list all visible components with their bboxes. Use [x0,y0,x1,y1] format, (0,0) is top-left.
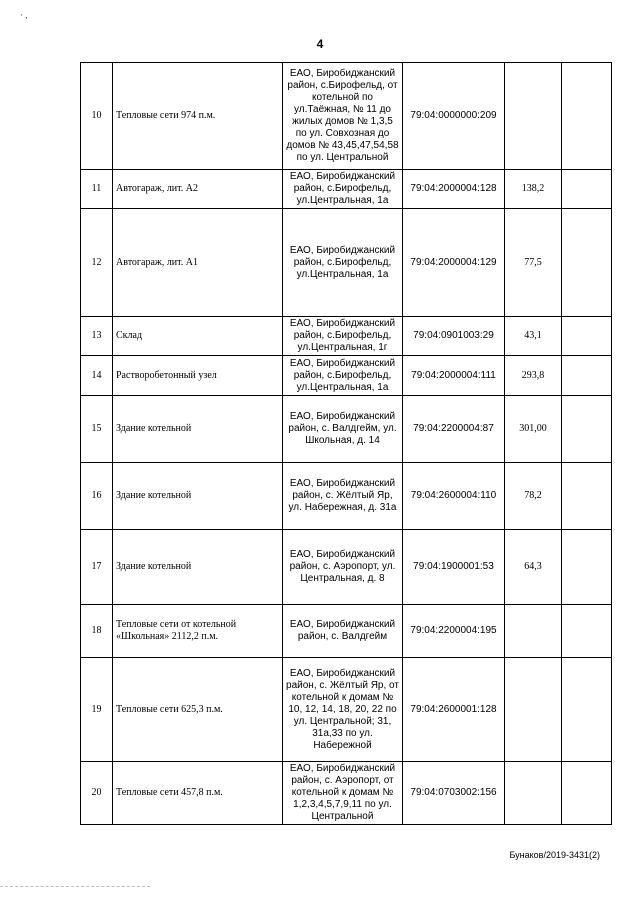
row-number: 18 [81,605,113,658]
object-address: ЕАО, Биробиджанский район, с. Жёлтый Яр, ул. Набережная, д. 31а [283,463,403,530]
object-address: ЕАО, Биробиджанский район, с. Валдгейм, ул. Школьная, д. 14 [283,396,403,463]
document-footer-code: Бунаков/2019-3431(2) [509,850,600,860]
row-number: 12 [81,209,113,317]
object-name: Здание котельной [113,463,283,530]
object-area [505,605,562,658]
property-table [80,62,612,825]
cadastral-number: 79:04:2000004:128 [403,170,505,209]
empty-cell [562,209,612,317]
object-name: Тепловые сети 457,8 п.м. [113,762,283,825]
object-area: 301,00 [505,396,562,463]
table-body [81,63,612,825]
object-area: 43,1 [505,317,562,356]
table-row [81,463,612,530]
object-address: ЕАО, Биробиджанский район, с. Аэропорт, ул. Центральная, д. 8 [283,530,403,605]
cadastral-number: 79:04:2000004:111 [403,356,505,396]
table-row [81,658,612,762]
empty-cell [562,530,612,605]
empty-cell [562,658,612,762]
table-row [81,605,612,658]
object-name: Тепловые сети 625,3 п.м. [113,658,283,762]
object-address: ЕАО, Биробиджанский район, с. Аэропорт, от котельной к домам № 1,2,3,4,5,7,9,11 по ул. Центральной [283,762,403,825]
cadastral-number: 79:04:2200004:195 [403,605,505,658]
empty-cell [562,170,612,209]
object-name: Растворобетонный узел [113,356,283,396]
object-area [505,63,562,170]
empty-cell [562,396,612,463]
object-name: Здание котельной [113,530,283,605]
table-row [81,63,612,170]
empty-cell [562,356,612,396]
cadastral-number: 79:04:0703002:156 [403,762,505,825]
cadastral-number: 79:04:0901003:29 [403,317,505,356]
object-name: Автогараж, лит. А2 [113,170,283,209]
object-name: Тепловые сети 974 п.м. [113,63,283,170]
row-number: 10 [81,63,113,170]
object-name: Автогараж, лит. А1 [113,209,283,317]
empty-cell [562,463,612,530]
object-address: ЕАО, Биробиджанский район, с. Валдгейм [283,605,403,658]
table-row [81,209,612,317]
object-area: 78,2 [505,463,562,530]
empty-cell [562,63,612,170]
cadastral-number: 79:04:2600001:128 [403,658,505,762]
cadastral-number: 79:04:1900001:53 [403,530,505,605]
row-number: 11 [81,170,113,209]
table-row [81,530,612,605]
table-row [81,317,612,356]
table-row [81,356,612,396]
table-row [81,762,612,825]
row-number: 13 [81,317,113,356]
object-address: ЕАО, Биробиджанский район, с.Бирофельд, от котельной по ул.Таёжная, № 11 до жилых домов № 1,3,5 по ул. Совхозная до домов № 43,45,47,54,58 по ул. Центральной [283,63,403,170]
table-row [81,396,612,463]
row-number: 19 [81,658,113,762]
object-area: 64,3 [505,530,562,605]
empty-cell [562,762,612,825]
object-name: Тепловые сети от котельной «Школьная» 2112,2 п.м. [113,605,283,658]
cadastral-number: 79:04:0000000:209 [403,63,505,170]
row-number: 14 [81,356,113,396]
object-address: ЕАО, Биробиджанский район, с.Бирофельд, ул.Центральная, 1а [283,209,403,317]
empty-cell [562,317,612,356]
object-area: 138,2 [505,170,562,209]
object-address: ЕАО, Биробиджанский район, с.Бирофельд, ул.Центральная, 1а [283,170,403,209]
page-number: 4 [316,37,324,51]
row-number: 15 [81,396,113,463]
row-number: 20 [81,762,113,825]
object-address: ЕАО, Биробиджанский район, с. Жёлтый Яр, от котельной к домам № 10, 12, 14, 18, 20, 22 по ул. Центральной; 31, 31а,33 по ул. Набережной [283,658,403,762]
scan-edge-line [0,886,150,887]
object-area: 293,8 [505,356,562,396]
row-number: 16 [81,463,113,530]
cadastral-number: 79:04:2600004:110 [403,463,505,530]
object-area [505,762,562,825]
object-address: ЕАО, Биробиджанский район, с.Бирофельд, ул.Центральная, 1а [283,356,403,396]
table-row [81,170,612,209]
cadastral-number: 79:04:2200004:87 [403,396,505,463]
object-area: 77,5 [505,209,562,317]
row-number: 17 [81,530,113,605]
object-area [505,658,562,762]
scan-marks: · , [20,10,28,20]
object-name: Склад [113,317,283,356]
object-name: Здание котельной [113,396,283,463]
empty-cell [562,605,612,658]
cadastral-number: 79:04:2000004:129 [403,209,505,317]
object-address: ЕАО, Биробиджанский район, с.Бирофельд, ул.Центральная, 1г [283,317,403,356]
